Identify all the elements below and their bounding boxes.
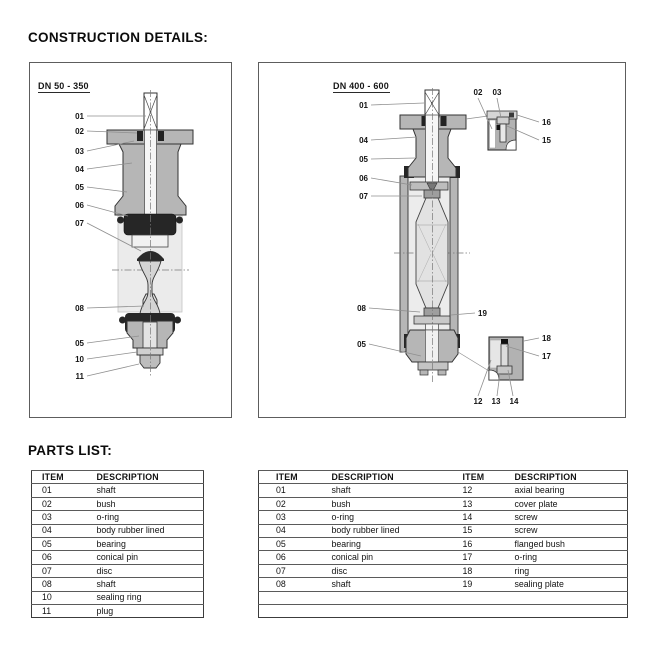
callout-01: 01 [75,112,84,121]
callout-02: 02 [473,88,483,97]
leader-line-01 [371,103,424,105]
table-cell: 03 [259,511,323,524]
disc [416,198,448,308]
table-cell [506,604,628,617]
table-cell: 10 [32,591,86,604]
callout-06: 06 [359,174,368,183]
leader-line-18 [524,338,539,341]
callout-14: 14 [509,397,519,406]
table-cell: 08 [259,578,323,591]
callout-17: 17 [542,352,551,361]
table-cell: 07 [259,564,323,577]
table-cell: cover plate [506,497,628,510]
table-row [259,497,628,510]
table-row [32,497,204,510]
table-cell: body rubber lined [323,524,444,537]
callout-04: 04 [359,136,368,145]
dn50-350-cross-section [30,63,231,417]
table-cell: sealing plate [506,578,628,591]
callout-03: 03 [492,88,502,97]
table-row [259,551,628,564]
table-cell: flanged bush [506,537,628,550]
table-cell [506,591,628,604]
leader-line-05 [87,187,127,192]
table-cell: 06 [259,551,323,564]
table-cell: 05 [32,537,86,550]
table-cell: bearing [323,537,444,550]
table-row [32,484,204,497]
table-cell [259,591,323,604]
leader-line-10 [87,352,137,359]
dn-range-label: DN 400 - 600 [333,81,389,91]
header-row [32,471,204,484]
table-cell: 02 [259,497,323,510]
table-cell: ring [506,564,628,577]
packing-upper [117,214,183,235]
table-cell: 06 [32,551,86,564]
parts-table-dn50-350 [31,470,204,618]
table-row [259,578,628,591]
bottom-plate [418,362,448,370]
table-cell: conical pin [323,551,444,564]
table-row [32,551,204,564]
table-cell: shaft [323,484,444,497]
header-row [259,471,628,484]
table-row [259,564,628,577]
callout-04: 04 [75,165,84,174]
table-row [259,484,628,497]
table-cell: 14 [444,511,506,524]
table-cell: o-ring [86,511,204,524]
table-cell: 01 [32,484,86,497]
table-cell: axial bearing [506,484,628,497]
table-row [259,524,628,537]
table-row [32,564,204,577]
screw-shank [500,124,506,142]
column-header: ITEM [444,471,506,484]
table-cell: 07 [32,564,86,577]
detail-view-bottom [489,337,523,380]
parts-table-dn400-600 [258,470,628,618]
callout-10: 10 [75,355,84,364]
table-cell: 05 [259,537,323,550]
detail-ref-line-bottom [458,352,489,371]
table-row [32,578,204,591]
table-cell: o-ring [323,511,444,524]
callout-12: 12 [473,397,483,406]
table-cell [323,591,444,604]
table-row [32,537,204,550]
table-row [259,591,628,604]
dn50-350-diagram [29,62,232,418]
table-cell: 17 [444,551,506,564]
table-cell: 04 [32,524,86,537]
plug [140,355,160,368]
table-cell: bush [86,497,204,510]
screw-shank [501,344,508,366]
o-ring-detail [497,125,501,130]
table-cell: screw [506,511,628,524]
body-wall-left [400,176,408,352]
bush-seal [137,131,143,141]
table-cell: shaft [86,578,204,591]
table-cell: 08 [32,578,86,591]
screw-head [497,117,509,124]
screw-left [420,370,428,375]
table-cell: 12 [444,484,506,497]
table-cell: 11 [32,604,86,617]
table-cell: 03 [32,511,86,524]
cover-plate [497,366,512,374]
dn400-600-diagram [258,62,626,418]
sealing-ring [137,348,163,355]
leader-line-16 [517,115,539,122]
shaft-column [426,115,439,189]
table-cell: 16 [444,537,506,550]
detail-ref-line-top [466,116,488,119]
table-cell: shaft [86,484,204,497]
table-row [259,511,628,524]
callout-03: 03 [75,147,84,156]
lower-shaft-through [143,322,157,348]
table-cell: 01 [259,484,323,497]
table-cell: bush [323,497,444,510]
callout-06: 06 [75,201,84,210]
column-header: DESCRIPTION [323,471,444,484]
callout-05: 05 [75,339,84,348]
table-row [259,604,628,617]
shaft-top [425,90,439,117]
dn400-600-cross-section [259,63,625,417]
sealing-plate [414,316,450,324]
callout-15: 15 [542,136,551,145]
callout-05: 05 [359,155,368,164]
table-cell: 15 [444,524,506,537]
column-header: DESCRIPTION [506,471,628,484]
table-cell: conical pin [86,551,204,564]
table-cell: 13 [444,497,506,510]
callout-11: 11 [75,372,84,381]
callout-08: 08 [357,304,366,313]
table-cell: shaft [323,578,444,591]
table-cell [444,604,506,617]
bearing-collar [132,235,168,247]
table-cell [259,604,323,617]
construction-details-title: CONSTRUCTION DETAILS: [28,30,209,45]
leader-line-05 [371,158,415,159]
callout-13: 13 [491,397,501,406]
lower-shaft-through [426,330,439,362]
table-cell: bearing [86,537,204,550]
callout-07: 07 [359,192,368,201]
table-cell: o-ring [506,551,628,564]
table-cell: screw [506,524,628,537]
column-header: ITEM [259,471,323,484]
callout-02: 02 [75,127,84,136]
table-row [32,524,204,537]
o-ring-seal [158,131,164,141]
callout-07: 07 [75,219,84,228]
detail-view-top [487,111,517,150]
callout-08: 08 [75,304,84,313]
column-header: DESCRIPTION [86,471,204,484]
table-cell [323,604,444,617]
table-row [259,537,628,550]
callout-05: 05 [75,183,84,192]
leader-line-04 [371,137,417,140]
body-wall-right [450,176,458,352]
table-row [32,511,204,524]
leader-line-11 [87,364,139,376]
callout-16: 16 [542,118,551,127]
table-cell: disc [86,564,204,577]
ring-detail [501,339,508,344]
table-cell: sealing ring [86,591,204,604]
dn-range-label: DN 50 - 350 [38,81,89,91]
table-cell: disc [323,564,444,577]
table-row [32,604,204,617]
leader-line-05 [87,336,139,343]
disc-bottom-cap [424,308,440,316]
parts-list-title: PARTS LIST: [28,443,113,458]
callout-19: 19 [478,309,487,318]
column-header: ITEM [32,471,86,484]
disc-top-cap [424,190,440,198]
table-cell: 18 [444,564,506,577]
callout-18: 18 [542,334,551,343]
table-cell: plug [86,604,204,617]
table-row [32,591,204,604]
table-cell: 04 [259,524,323,537]
table-cell [444,591,506,604]
callout-01: 01 [359,101,368,110]
callout-05: 05 [357,340,366,349]
table-cell: body rubber lined [86,524,204,537]
table-cell: 02 [32,497,86,510]
screw-right [438,370,446,375]
table-cell: 19 [444,578,506,591]
o-ring-seal [441,116,447,126]
